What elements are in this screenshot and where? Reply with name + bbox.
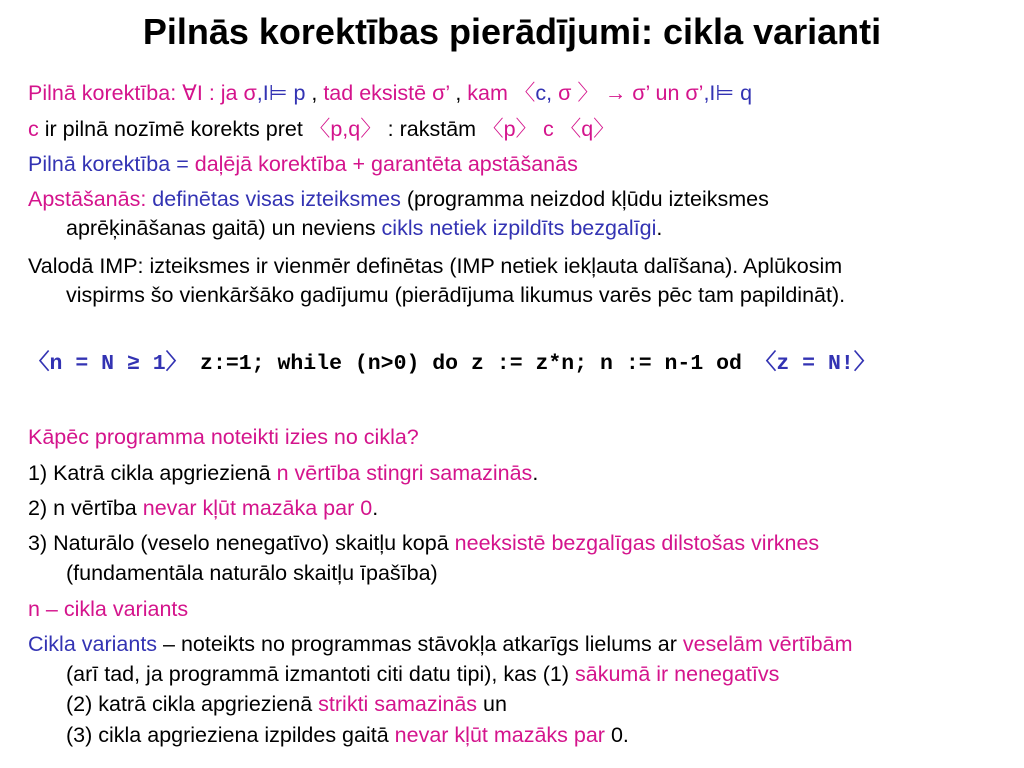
imp-line-1: Valodā IMP: izteiksmes ir vienmēr definētas (IMP netiek iekļauta dalīšana). Aplūkosim — [28, 254, 843, 278]
slide-title: Pilnās korektības pierādījumi: cikla varianti — [142, 11, 882, 52]
reason-3-line-2: (fundamentāla naturālo skaitļu īpašība) — [66, 561, 438, 585]
variant-definition-3: (2) katrā cikla apgriezienā strikti samazinās un — [66, 692, 507, 716]
full-correctness-definition: Pilnā korektība: ∀I : ja σ,I⊨ p , tad eksistē σ’ , kam 〈c, σ 〉 → σ’ un σ’,I⊨ q — [28, 81, 753, 105]
correctness-equation: Pilnā korektība = daļējā korektība + garantēta apstāšanās — [28, 152, 578, 176]
termination-line-2: aprēķināšanas gaitā) un neviens cikls netiek izpildīts bezgalīgi. — [66, 216, 663, 240]
termination-line-1: Apstāšanās: definētas visas izteiksmes (programma neizdod kļūdu izteiksmes — [28, 187, 769, 211]
imp-line-2: vispirms šo vienkāršāko gadījumu (pierādījuma likumus varēs pēc tam papildināt). — [66, 283, 846, 307]
reason-3-line-1: 3) Naturālo (veselo nenegatīvo) skaitļu kopā neeksistē bezgalīgas dilstošas virknes — [28, 531, 820, 555]
variant-definition-4: (3) cikla apgrieziena izpildes gaitā nevar kļūt mazāks par 0. — [66, 723, 629, 747]
notation-line: c ir pilnā nozīmē korekts pret 〈p,q〉 : rakstām 〈p〉 c 〈q〉 — [28, 117, 615, 141]
reason-1: 1) Katrā cikla apgriezienā n vērtība stingri samazinās. — [28, 461, 539, 485]
reason-2: 2) n vērtība nevar kļūt mazāka par 0. — [28, 496, 379, 520]
variant-statement: n – cikla variants — [28, 597, 189, 621]
variant-definition-2: (arī tad, ja programmā izmantoti citi datu tipi), kas (1) sākumā ir nenegatīvs — [66, 662, 780, 686]
question-line: Kāpēc programma noteikti izies no cikla? — [28, 425, 419, 449]
code-example: 〈n = N ≥ 1〉 z:=1; while (n>0) do z := z*n; n := n-1 od 〈z = N!〉 — [28, 352, 876, 376]
variant-definition-1: Cikla variants – noteikts no programmas stāvokļa atkarīgs lielums ar veselām vērtībām — [28, 632, 853, 656]
